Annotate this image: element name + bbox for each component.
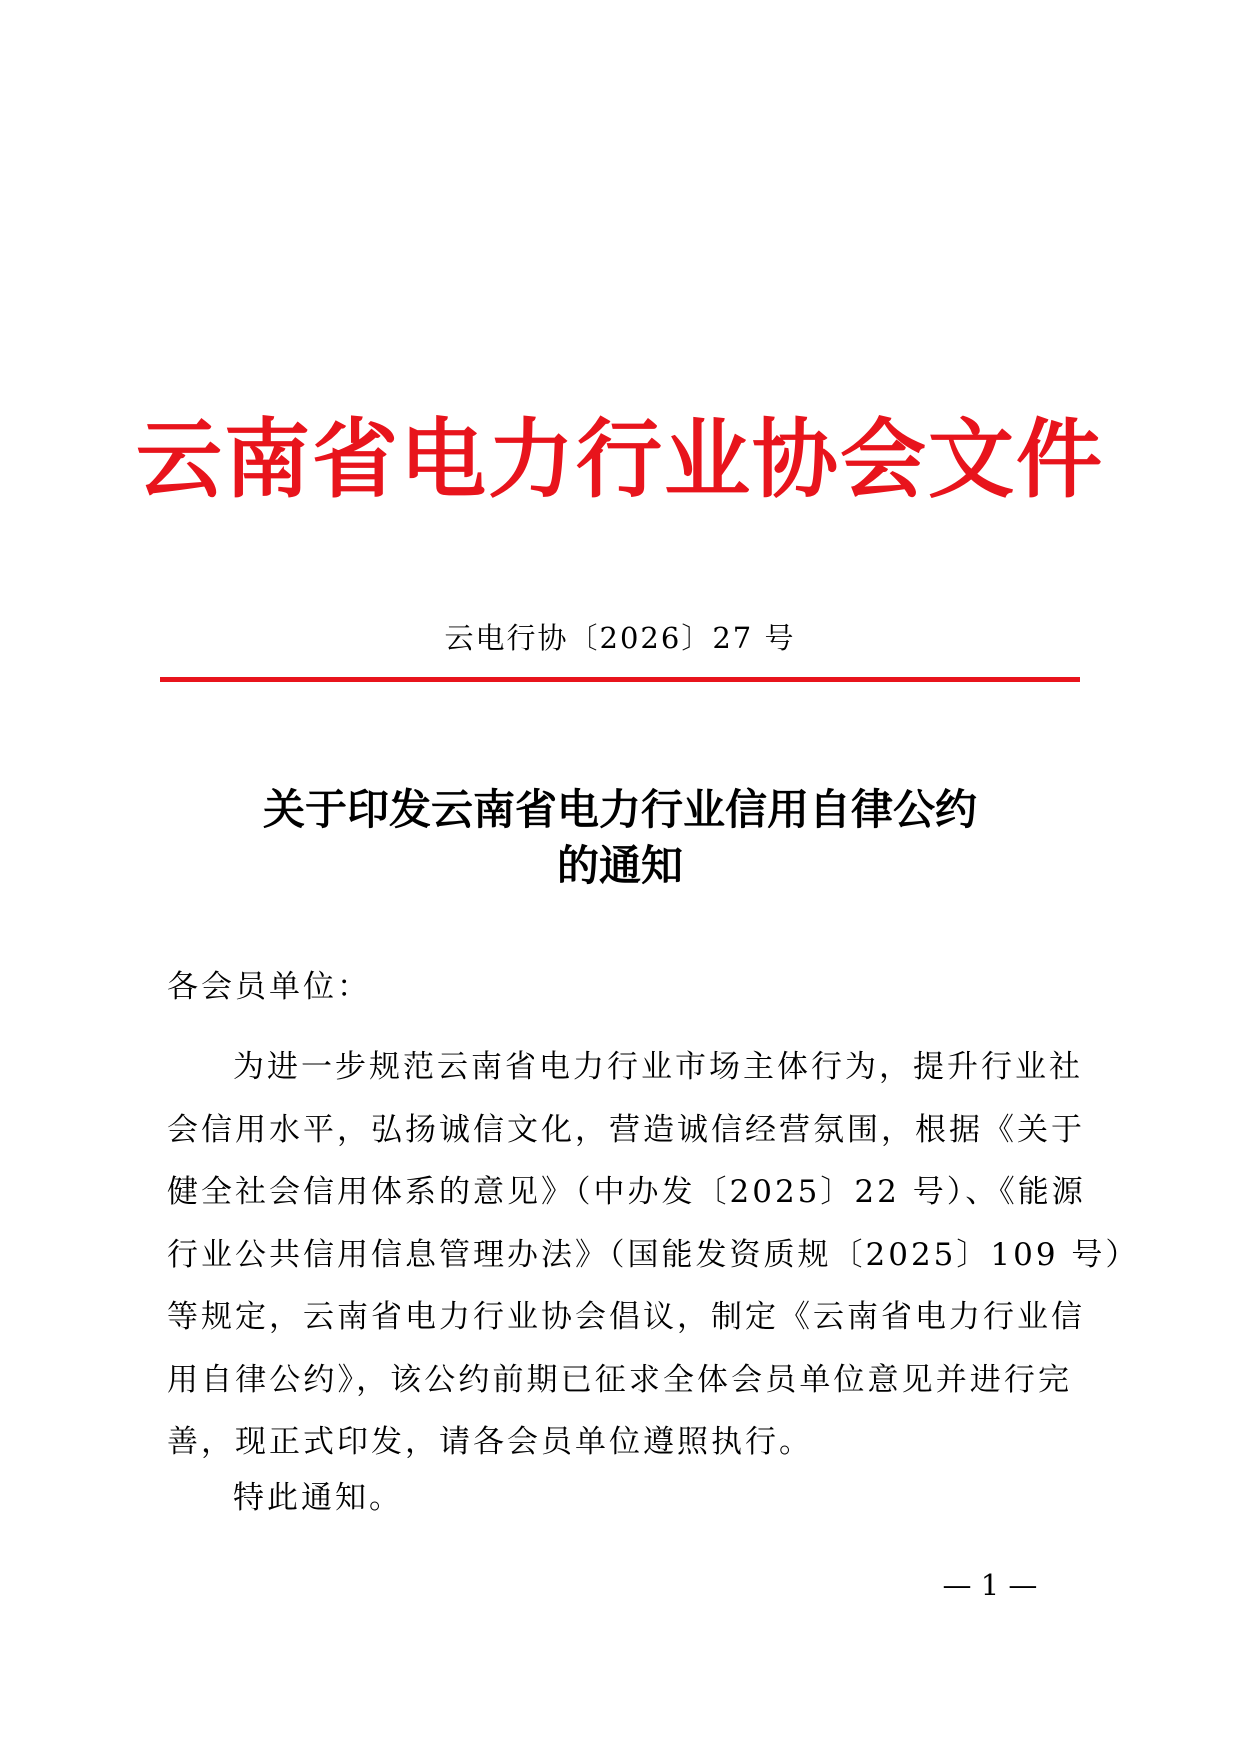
- red-separator-line: [160, 677, 1080, 682]
- salutation: 各会员单位：: [167, 969, 371, 1005]
- body-line: 健全社会信用体系的意见》（中办发〔2025〕22 号）、《能源: [167, 1174, 1086, 1210]
- body-line: 为进一步规范云南省电力行业市场主体行为，提升行业社: [233, 1049, 1083, 1085]
- body-line: 等规定，云南省电力行业协会倡议，制定《云南省电力行业信: [167, 1299, 1085, 1335]
- body-line: 行业公共信用信息管理办法》（国能发资质规〔2025〕109 号）: [167, 1236, 1140, 1273]
- body-line: 善，现正式印发，请各会员单位遵照执行。: [167, 1424, 813, 1460]
- closing-remark: 特此通知。: [233, 1480, 403, 1516]
- body-line: 用自律公约》，该公约前期已征求全体会员单位意见并进行完: [167, 1361, 1072, 1398]
- masthead-title: 云南省电力行业协会文件: [136, 409, 1104, 510]
- page-number: — 1 —: [942, 1568, 1038, 1602]
- body-paragraph: [167, 1036, 1140, 1474]
- notice-title: [0, 782, 1240, 894]
- notice-title-line-2: 的通知: [556, 841, 683, 890]
- document-number: 云电行协〔2026〕27 号: [444, 621, 796, 655]
- notice-title-line-1: 关于印发云南省电力行业信用自律公约: [262, 785, 977, 834]
- body-line: 会信用水平，弘扬诚信文化，营造诚信经营氛围，根据《关于: [167, 1111, 1085, 1148]
